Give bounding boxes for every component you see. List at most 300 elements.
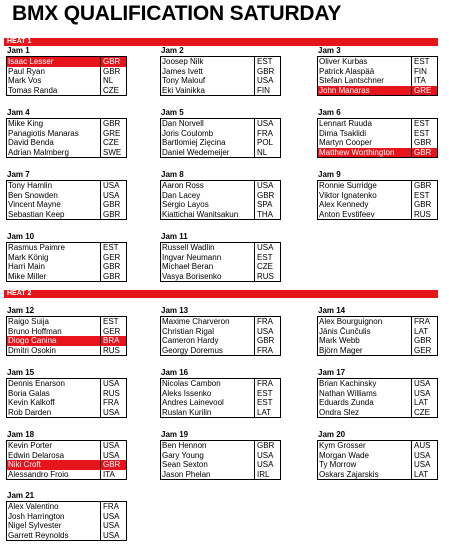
rider-country: USA bbox=[100, 441, 126, 451]
rider-row bbox=[7, 441, 126, 451]
rider-table bbox=[160, 56, 281, 96]
jam-label: Jam 13 bbox=[161, 306, 189, 315]
rider-row bbox=[161, 379, 280, 389]
rider-country: GBR bbox=[254, 336, 280, 346]
jam-block bbox=[160, 306, 281, 356]
rider-name: Georgy Doremus bbox=[162, 345, 223, 355]
rider-country: USA bbox=[100, 379, 126, 389]
jam-block bbox=[160, 108, 281, 158]
rider-row bbox=[161, 470, 280, 480]
rider-name: Tony Malouf bbox=[162, 76, 206, 85]
rider-name: Russell Wadlin bbox=[162, 243, 215, 252]
rider-row bbox=[7, 317, 126, 327]
rider-country: GBR bbox=[254, 191, 280, 201]
rider-name: Eduards Zunda bbox=[319, 398, 374, 407]
rider-table bbox=[160, 316, 281, 356]
rider-name: Tomas Randa bbox=[8, 85, 58, 95]
rider-table bbox=[6, 56, 127, 96]
rider-country: GER bbox=[411, 346, 437, 356]
rider-name: Morgan Wade bbox=[319, 450, 369, 460]
rider-country: GER bbox=[100, 327, 126, 337]
rider-name: Sebastian Keep bbox=[8, 209, 65, 219]
rider-name: Matthew Worthington bbox=[319, 147, 395, 157]
rider-name: Aleks Issenko bbox=[162, 388, 212, 398]
jam-block bbox=[6, 46, 127, 96]
rider-name: Tony Hamlin bbox=[8, 181, 53, 190]
rider-country: USA bbox=[411, 451, 437, 461]
rider-country: GBR bbox=[100, 57, 126, 67]
rider-row bbox=[7, 119, 126, 129]
rider-name: Bruno Hoffman bbox=[8, 326, 62, 336]
rider-name: Jason Phelan bbox=[162, 469, 211, 479]
rider-name: Ronnie Surridge bbox=[319, 181, 377, 190]
jam-label: Jam 17 bbox=[318, 368, 346, 377]
rider-name: Alex Kennedy bbox=[319, 200, 369, 209]
rider-row bbox=[7, 243, 126, 253]
rider-name: Ingvar Neumann bbox=[162, 252, 222, 262]
rider-name: Niki Croft bbox=[8, 460, 41, 469]
rider-name: Edwin Delarosa bbox=[8, 450, 65, 460]
rider-country: GBR bbox=[411, 200, 437, 210]
rider-row bbox=[161, 67, 280, 77]
rider-row bbox=[7, 191, 126, 201]
rider-row bbox=[318, 346, 437, 356]
rider-table bbox=[317, 180, 438, 220]
rider-row bbox=[318, 336, 437, 346]
rider-row bbox=[161, 181, 280, 191]
rider-row bbox=[7, 200, 126, 210]
rider-country: ITA bbox=[411, 76, 437, 86]
rider-row bbox=[161, 119, 280, 129]
rider-table bbox=[6, 118, 127, 158]
rider-country: AUS bbox=[411, 441, 437, 451]
rider-name: Isaac Lesser bbox=[8, 57, 54, 66]
rider-table bbox=[160, 118, 281, 158]
rider-country: GBR bbox=[100, 272, 126, 282]
rider-country: GBR bbox=[411, 336, 437, 346]
rider-country: EST bbox=[411, 129, 437, 139]
jam-block bbox=[317, 306, 438, 356]
rider-row bbox=[161, 76, 280, 86]
jam-label: Jam 9 bbox=[318, 170, 341, 179]
rider-country: LAT bbox=[254, 408, 280, 418]
rider-row bbox=[161, 253, 280, 263]
rider-row bbox=[7, 181, 126, 191]
rider-name: Martyn Cooper bbox=[319, 138, 372, 147]
rider-country: GBR bbox=[411, 138, 437, 148]
rider-country: USA bbox=[254, 76, 280, 86]
rider-country: NL bbox=[100, 76, 126, 86]
rider-country: GBR bbox=[254, 67, 280, 77]
rider-row bbox=[161, 129, 280, 139]
rider-table bbox=[160, 378, 281, 418]
rider-name: Ty Morrow bbox=[319, 460, 357, 469]
rider-country: USA bbox=[411, 460, 437, 470]
rider-table bbox=[6, 316, 127, 356]
rider-country: USA bbox=[254, 327, 280, 337]
rider-name: Dima Tsaklidi bbox=[319, 128, 366, 138]
jam-block bbox=[6, 430, 127, 480]
heat-header: HEAT 2 bbox=[4, 290, 438, 298]
rider-name: Ben Snowden bbox=[8, 190, 58, 200]
rider-name: Aaron Ross bbox=[162, 181, 204, 190]
rider-row bbox=[7, 521, 126, 531]
rider-name: Anton Evstifeev bbox=[319, 209, 375, 219]
rider-country: FRA bbox=[254, 317, 280, 327]
rider-name: Sergio Layos bbox=[162, 200, 209, 209]
rider-row bbox=[161, 336, 280, 346]
rider-country: FRA bbox=[254, 346, 280, 356]
rider-row bbox=[161, 148, 280, 158]
jam-label: Jam 6 bbox=[318, 108, 341, 117]
rider-name: Josh Harrington bbox=[8, 511, 65, 521]
rider-row bbox=[318, 451, 437, 461]
rider-table bbox=[160, 180, 281, 220]
rider-name: Björn Mager bbox=[319, 345, 363, 355]
rider-name: Vincent Mayne bbox=[8, 200, 61, 209]
rider-row bbox=[7, 389, 126, 399]
rider-table bbox=[6, 180, 127, 220]
rider-country: USA bbox=[100, 191, 126, 201]
rider-country: GER bbox=[100, 253, 126, 263]
rider-row bbox=[7, 272, 126, 282]
jam-label: Jam 20 bbox=[318, 430, 346, 439]
jam-label: Jam 1 bbox=[7, 46, 30, 55]
rider-row bbox=[318, 67, 437, 77]
rider-name: Patrick Alaspää bbox=[319, 66, 375, 76]
rider-country: THA bbox=[254, 210, 280, 220]
rider-country: USA bbox=[100, 512, 126, 522]
rider-name: Bartlomiej Zięcina bbox=[162, 138, 226, 147]
rider-name: Boria Galas bbox=[8, 388, 50, 398]
jam-label: Jam 4 bbox=[7, 108, 30, 117]
rider-country: USA bbox=[254, 451, 280, 461]
rider-row bbox=[318, 398, 437, 408]
jam-block bbox=[317, 368, 438, 418]
jam-label: Jam 2 bbox=[161, 46, 184, 55]
rider-row bbox=[7, 138, 126, 148]
rider-row bbox=[7, 210, 126, 220]
jam-label: Jam 7 bbox=[7, 170, 30, 179]
rider-row bbox=[318, 129, 437, 139]
rider-name: Paul Ryan bbox=[8, 66, 45, 76]
jam-block bbox=[160, 170, 281, 220]
rider-name: Rasmus Paimre bbox=[8, 243, 65, 252]
rider-country: GBR bbox=[411, 148, 437, 158]
rider-name: Maxime Charveron bbox=[162, 317, 230, 326]
rider-table bbox=[317, 440, 438, 480]
rider-row bbox=[161, 460, 280, 470]
jam-block bbox=[317, 46, 438, 96]
rider-country: USA bbox=[254, 460, 280, 470]
rider-row bbox=[7, 398, 126, 408]
rider-country: GBR bbox=[100, 67, 126, 77]
rider-country: GBR bbox=[254, 441, 280, 451]
rider-name: Joosep Nilk bbox=[162, 57, 204, 66]
rider-row bbox=[161, 389, 280, 399]
rider-name: Nigel Sylvester bbox=[8, 521, 62, 530]
rider-table bbox=[160, 242, 281, 282]
rider-name: Ben Hennon bbox=[162, 441, 207, 450]
rider-name: Diogo Canina bbox=[8, 336, 57, 345]
jam-label: Jam 15 bbox=[7, 368, 35, 377]
jam-block bbox=[317, 170, 438, 220]
rider-row bbox=[318, 327, 437, 337]
rider-country: USA bbox=[254, 181, 280, 191]
rider-row bbox=[7, 408, 126, 418]
rider-row bbox=[161, 441, 280, 451]
rider-name: Viktor Ignatenko bbox=[319, 190, 377, 200]
rider-country: EST bbox=[411, 57, 437, 67]
rider-country: EST bbox=[411, 191, 437, 201]
rider-name: Kevin Kalkoff bbox=[8, 398, 55, 407]
rider-country: RUS bbox=[100, 389, 126, 399]
rider-name: Garrett Reynolds bbox=[8, 530, 69, 540]
rider-name: Rob Darden bbox=[8, 407, 52, 417]
rider-name: Eki Vainikka bbox=[162, 85, 205, 95]
rider-name: Gary Young bbox=[162, 450, 204, 460]
rider-row bbox=[318, 379, 437, 389]
rider-row bbox=[7, 470, 126, 480]
rider-country: RUS bbox=[411, 210, 437, 220]
rider-country: BRA bbox=[100, 336, 126, 346]
rider-table bbox=[6, 501, 127, 541]
rider-name: Cameron Hardy bbox=[162, 336, 219, 345]
rider-name: Andres Lainevool bbox=[162, 398, 224, 407]
rider-country: USA bbox=[100, 521, 126, 531]
jam-label: Jam 14 bbox=[318, 306, 346, 315]
rider-name: Kevin Porter bbox=[8, 441, 53, 450]
rider-row bbox=[161, 210, 280, 220]
rider-row bbox=[161, 408, 280, 418]
rider-country: GBR bbox=[100, 200, 126, 210]
rider-name: Dmitri Osokin bbox=[8, 345, 57, 355]
rider-country: RUS bbox=[254, 272, 280, 282]
jam-label: Jam 11 bbox=[161, 232, 188, 241]
rider-table bbox=[6, 378, 127, 418]
rider-name: Stefan Lantschner bbox=[319, 76, 384, 85]
jam-label: Jam 5 bbox=[161, 108, 184, 117]
rider-row-highlighted bbox=[318, 148, 437, 158]
rider-name: Christian Rigal bbox=[162, 326, 215, 336]
rider-country: POL bbox=[254, 138, 280, 148]
rider-row bbox=[161, 451, 280, 461]
rider-name: Alex Valentino bbox=[8, 502, 59, 511]
rider-table bbox=[6, 440, 127, 480]
rider-row bbox=[318, 138, 437, 148]
rider-country: USA bbox=[411, 379, 437, 389]
rider-country: IRL bbox=[254, 470, 280, 480]
jam-block bbox=[160, 430, 281, 480]
page-title: BMX QUALIFICATION SATURDAY bbox=[12, 2, 342, 25]
rider-name: Sean Sexton bbox=[162, 460, 208, 469]
rider-table bbox=[317, 56, 438, 96]
rider-row bbox=[318, 76, 437, 86]
rider-country: CZE bbox=[254, 262, 280, 272]
rider-country: GBR bbox=[411, 181, 437, 191]
rider-row bbox=[161, 272, 280, 282]
jam-block bbox=[317, 108, 438, 158]
rider-country: GBR bbox=[100, 119, 126, 129]
jam-block bbox=[6, 232, 127, 282]
rider-row bbox=[161, 317, 280, 327]
rider-table bbox=[6, 242, 127, 282]
rider-name: Brian Kachinsky bbox=[319, 379, 377, 388]
rider-table bbox=[160, 440, 281, 480]
rider-country: EST bbox=[254, 389, 280, 399]
rider-country: NL bbox=[254, 148, 280, 158]
rider-row bbox=[318, 408, 437, 418]
rider-country: USA bbox=[254, 243, 280, 253]
rider-name: Raigo Suija bbox=[8, 317, 49, 326]
rider-name: Vasya Borisenko bbox=[162, 271, 222, 281]
rider-row bbox=[161, 86, 280, 96]
rider-country: LAT bbox=[411, 398, 437, 408]
rider-country: EST bbox=[254, 57, 280, 67]
rider-country: GRE bbox=[411, 86, 437, 96]
jam-block bbox=[6, 368, 127, 418]
rider-country: FRA bbox=[100, 398, 126, 408]
rider-row bbox=[318, 470, 437, 480]
rider-row bbox=[318, 317, 437, 327]
rider-country: EST bbox=[100, 243, 126, 253]
rider-row bbox=[318, 200, 437, 210]
rider-country: USA bbox=[100, 451, 126, 461]
rider-country: FRA bbox=[100, 502, 126, 512]
rider-table bbox=[317, 378, 438, 418]
rider-name: Mike King bbox=[8, 119, 44, 128]
rider-country: LAT bbox=[411, 470, 437, 480]
rider-row bbox=[7, 327, 126, 337]
rider-name: Dennis Enarson bbox=[8, 379, 65, 388]
rider-name: Nicolas Cambon bbox=[162, 379, 221, 388]
rider-name: Mark Webb bbox=[319, 336, 360, 345]
rider-name: Ruslan Kurilin bbox=[162, 407, 212, 417]
rider-name: Mark Vos bbox=[8, 76, 42, 85]
rider-country: SWE bbox=[100, 148, 126, 158]
rider-row bbox=[318, 389, 437, 399]
rider-country: USA bbox=[254, 119, 280, 129]
rider-name: Harri Main bbox=[8, 262, 45, 271]
rider-name: Mark König bbox=[8, 252, 49, 262]
rider-row bbox=[161, 398, 280, 408]
rider-row bbox=[318, 441, 437, 451]
rider-country: GBR bbox=[100, 460, 126, 470]
rider-name: Dan Lacey bbox=[162, 190, 201, 200]
rider-country: LAT bbox=[411, 327, 437, 337]
rider-name: Alex Bourguignon bbox=[319, 317, 383, 326]
rider-row bbox=[161, 327, 280, 337]
rider-name: Michael Beran bbox=[162, 262, 214, 271]
jam-block bbox=[6, 306, 127, 356]
heat-header: HEAT 1 bbox=[4, 38, 438, 46]
rider-row-highlighted bbox=[7, 57, 126, 67]
jam-label: Jam 19 bbox=[161, 430, 189, 439]
rider-row-highlighted bbox=[7, 460, 126, 470]
rider-name: Nathan Williams bbox=[319, 388, 377, 398]
rider-country: EST bbox=[254, 398, 280, 408]
rider-row bbox=[7, 86, 126, 96]
rider-name: Ondra Slez bbox=[319, 407, 360, 417]
rider-country: USA bbox=[100, 408, 126, 418]
rider-country: USA bbox=[411, 389, 437, 399]
rider-name: David Benda bbox=[8, 138, 54, 147]
jam-label: Jam 18 bbox=[7, 430, 35, 439]
jam-label: Jam 12 bbox=[7, 306, 35, 315]
rider-name: Oliver Kurbas bbox=[319, 57, 368, 66]
rider-name: Joris Coulomb bbox=[162, 128, 214, 138]
rider-name: Adrian Malmberg bbox=[8, 147, 69, 157]
rider-table bbox=[317, 118, 438, 158]
rider-row bbox=[7, 76, 126, 86]
rider-row bbox=[7, 502, 126, 512]
jam-block bbox=[160, 46, 281, 96]
rider-country: CZE bbox=[100, 138, 126, 148]
rider-row bbox=[161, 138, 280, 148]
rider-country: GBR bbox=[100, 262, 126, 272]
rider-row bbox=[318, 57, 437, 67]
jam-block bbox=[6, 108, 127, 158]
rider-name: Dan Norvell bbox=[162, 119, 204, 128]
rider-name: Kiattichai Wanitsakun bbox=[162, 209, 239, 219]
jam-block bbox=[317, 430, 438, 480]
rider-country: USA bbox=[100, 181, 126, 191]
rider-row bbox=[318, 210, 437, 220]
rider-row bbox=[318, 181, 437, 191]
rider-country: FRA bbox=[254, 379, 280, 389]
rider-country: CZE bbox=[100, 86, 126, 96]
rider-name: Panagiotis Manaras bbox=[8, 128, 79, 138]
rider-row bbox=[161, 57, 280, 67]
rider-row bbox=[161, 262, 280, 272]
jam-label: Jam 8 bbox=[161, 170, 184, 179]
rider-country: FRA bbox=[254, 129, 280, 139]
rider-name: Alessandro Froio bbox=[8, 469, 69, 479]
rider-country: USA bbox=[100, 531, 126, 541]
rider-row bbox=[7, 129, 126, 139]
rider-row bbox=[7, 451, 126, 461]
rider-row-highlighted bbox=[318, 86, 437, 96]
rider-country: ITA bbox=[100, 470, 126, 480]
rider-name: Daniel Wedemeijer bbox=[162, 147, 230, 157]
rider-row bbox=[318, 191, 437, 201]
rider-country: EST bbox=[100, 317, 126, 327]
rider-country: FIN bbox=[254, 86, 280, 96]
rider-country: EST bbox=[411, 119, 437, 129]
rider-row bbox=[7, 148, 126, 158]
rider-row bbox=[161, 346, 280, 356]
rider-row bbox=[161, 243, 280, 253]
rider-name: Mike Miller bbox=[8, 271, 47, 281]
rider-table bbox=[317, 316, 438, 356]
rider-row bbox=[161, 200, 280, 210]
rider-row bbox=[7, 67, 126, 77]
rider-name: Kym Grosser bbox=[319, 441, 366, 450]
rider-country: GRE bbox=[100, 129, 126, 139]
rider-row bbox=[7, 531, 126, 541]
rider-name: Oskars Zajarskis bbox=[319, 469, 379, 479]
jam-label: Jam 3 bbox=[318, 46, 341, 55]
rider-row bbox=[7, 512, 126, 522]
rider-country: RUS bbox=[100, 346, 126, 356]
rider-country: CZE bbox=[411, 408, 437, 418]
jam-label: Jam 21 bbox=[7, 491, 35, 500]
jam-label: Jam 16 bbox=[161, 368, 189, 377]
rider-country: FIN bbox=[411, 67, 437, 77]
jam-label: Jam 10 bbox=[7, 232, 35, 241]
rider-row bbox=[318, 119, 437, 129]
rider-row-highlighted bbox=[7, 336, 126, 346]
